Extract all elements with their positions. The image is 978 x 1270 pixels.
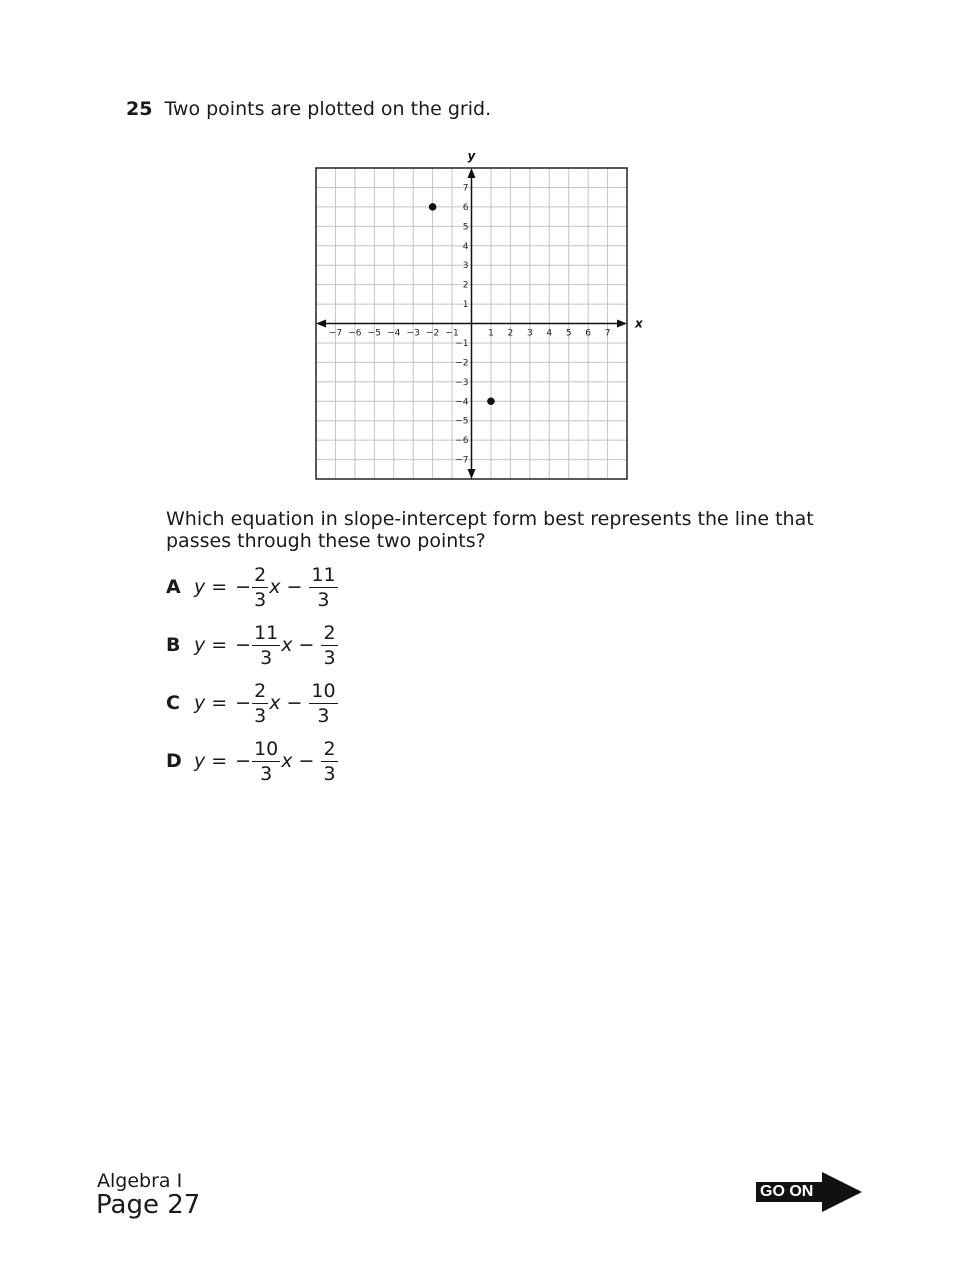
x-tick-label: 7 <box>604 328 611 339</box>
x-tick-label: −2 <box>425 328 440 339</box>
choice-letter: C <box>166 692 180 714</box>
fraction-numerator: 11 <box>254 621 279 644</box>
arrow-right-icon <box>617 320 627 328</box>
equation-lhs: y <box>194 576 206 598</box>
fraction-numerator: 10 <box>254 737 279 760</box>
y-tick-label: −7 <box>455 455 469 466</box>
coefficient-fraction <box>252 679 268 728</box>
y-tick-label: 6 <box>462 202 469 213</box>
fraction-denominator: 3 <box>317 704 330 727</box>
y-tick-label: 7 <box>462 183 469 194</box>
y-tick-label: 5 <box>462 222 469 233</box>
equation-variable: x <box>269 576 281 598</box>
operator: − <box>286 692 303 714</box>
coefficient-fraction <box>252 621 280 670</box>
coefficient-sign: − <box>235 634 252 656</box>
equation-lhs: y <box>194 634 206 656</box>
operator: − <box>298 634 315 656</box>
y-tick-label: −5 <box>455 416 469 427</box>
fraction-denominator: 3 <box>323 646 336 669</box>
coefficient-fraction <box>252 737 280 786</box>
fraction-denominator: 3 <box>260 762 273 785</box>
fraction-denominator: 3 <box>260 646 273 669</box>
coefficient-sign: − <box>235 576 252 598</box>
arrow-left-icon <box>316 320 326 328</box>
equation <box>194 563 339 612</box>
choice-d[interactable] <box>166 734 426 788</box>
fraction-denominator: 3 <box>323 762 336 785</box>
equation-lhs: y <box>194 692 206 714</box>
constant-fraction <box>309 679 337 728</box>
constant-fraction <box>321 737 337 786</box>
footer-subject: Algebra I <box>97 1170 183 1192</box>
y-tick-label: −1 <box>455 338 469 349</box>
y-tick-label: 1 <box>462 300 469 311</box>
y-axis-label: y <box>467 149 476 163</box>
x-tick-label: 6 <box>585 328 591 339</box>
x-tick-label: −3 <box>406 328 420 339</box>
data-point <box>429 203 437 211</box>
equals-sign: = <box>211 634 228 656</box>
operator: − <box>286 576 303 598</box>
equation <box>194 679 339 728</box>
x-axis-label: x <box>635 316 643 331</box>
equation <box>194 621 339 670</box>
arrow-right-icon <box>822 1172 862 1212</box>
x-tick-label: −4 <box>387 328 401 339</box>
equals-sign: = <box>211 750 228 772</box>
fraction-numerator: 10 <box>311 679 336 702</box>
y-tick-label: −4 <box>455 397 469 408</box>
y-tick-label: 3 <box>462 261 469 272</box>
choice-c[interactable] <box>166 676 426 730</box>
choice-letter: D <box>166 750 182 772</box>
coefficient-fraction <box>252 563 268 612</box>
choice-letter: A <box>166 576 181 598</box>
page-number: Page 27 <box>96 1190 201 1220</box>
y-tick-label: −2 <box>455 358 469 369</box>
question-text: Two points are plotted on the grid. <box>164 98 492 120</box>
data-point <box>487 397 495 405</box>
choice-b[interactable] <box>166 618 426 672</box>
constant-fraction <box>309 563 337 612</box>
question-prompt: Which equation in slope-intercept form best represents the line that passes through these two points? <box>166 508 814 552</box>
x-tick-label: 2 <box>507 328 514 339</box>
fraction-denominator: 3 <box>254 588 267 611</box>
y-tick-label: −3 <box>455 377 469 388</box>
coefficient-sign: − <box>235 750 252 772</box>
equals-sign: = <box>211 692 228 714</box>
arrow-down-icon <box>468 469 476 479</box>
operator: − <box>298 750 315 772</box>
x-tick-label: −5 <box>367 328 381 339</box>
coefficient-sign: − <box>235 692 252 714</box>
y-tick-label: −6 <box>455 436 469 447</box>
y-tick-label: 4 <box>462 241 469 252</box>
choice-letter: B <box>166 634 181 656</box>
x-tick-label: 5 <box>565 328 572 339</box>
fraction-denominator: 3 <box>317 588 330 611</box>
equation-variable: x <box>281 634 293 656</box>
x-tick-label: −1 <box>445 328 459 339</box>
go-on-button[interactable] <box>756 1172 862 1212</box>
equation-lhs: y <box>194 750 206 772</box>
equation <box>194 737 339 786</box>
arrow-up-icon <box>468 168 476 178</box>
y-tick-label: 2 <box>462 280 469 291</box>
x-tick-label: 4 <box>546 328 553 339</box>
question-number: 25 <box>126 98 153 120</box>
x-tick-label: 1 <box>488 328 494 339</box>
fraction-numerator: 2 <box>254 679 267 702</box>
choice-a[interactable] <box>166 560 426 614</box>
fraction-numerator: 11 <box>311 563 336 586</box>
fraction-denominator: 3 <box>254 704 267 727</box>
equation-variable: x <box>281 750 293 772</box>
go-on-label: GO ON <box>756 1182 826 1202</box>
fraction-numerator: 2 <box>323 621 336 644</box>
fraction-numerator: 2 <box>323 737 336 760</box>
x-tick-label: 3 <box>526 328 533 339</box>
equation-variable: x <box>269 692 281 714</box>
fraction-numerator: 2 <box>254 563 267 586</box>
x-tick-label: −7 <box>328 328 343 339</box>
constant-fraction <box>321 621 337 670</box>
coordinate-grid <box>300 142 660 492</box>
question-header <box>126 98 491 120</box>
x-tick-label: −6 <box>348 328 362 339</box>
equals-sign: = <box>211 576 228 598</box>
